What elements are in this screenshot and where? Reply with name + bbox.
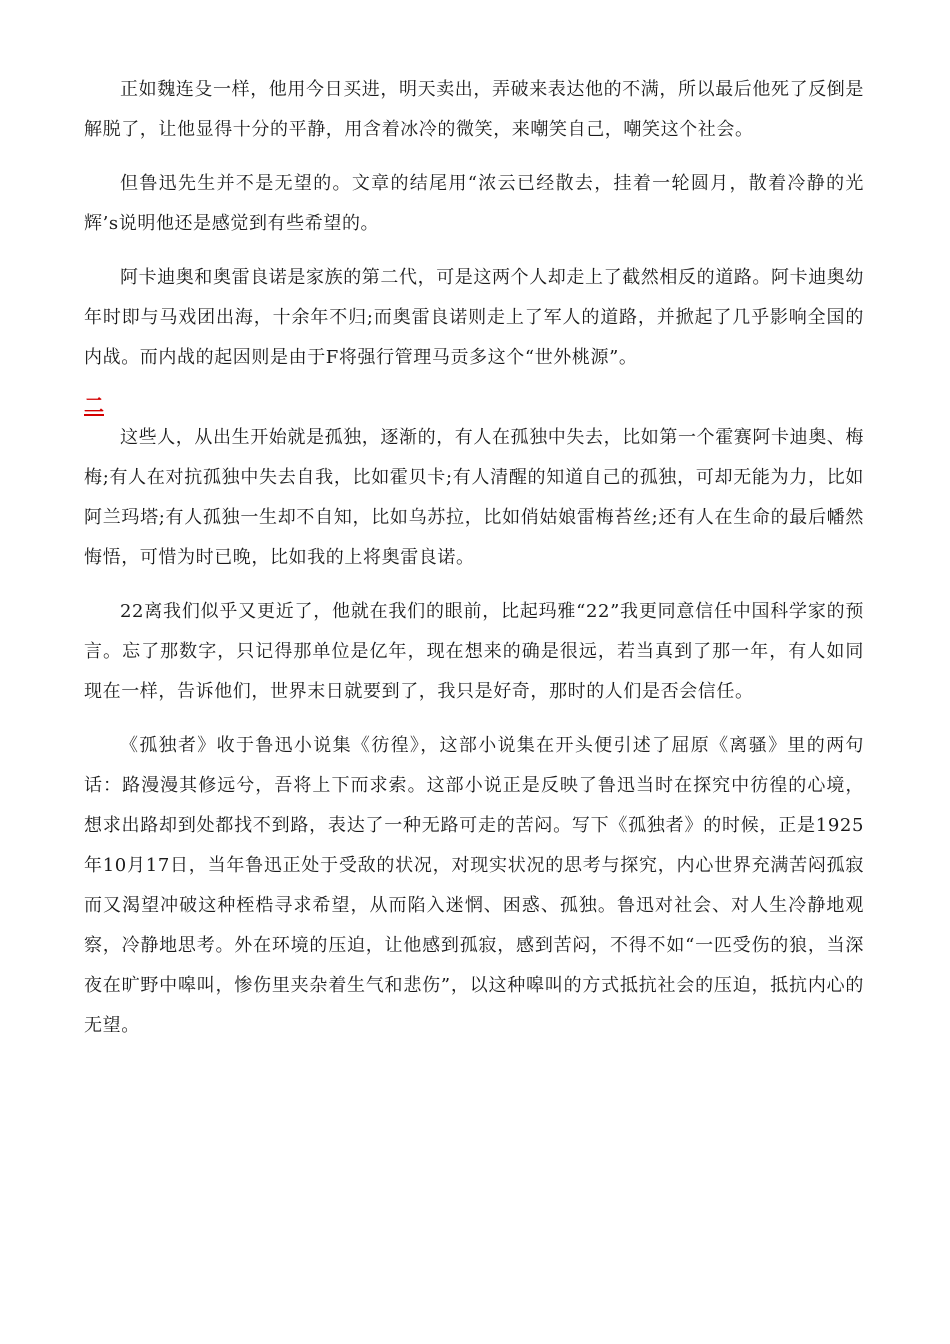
paragraph-weilianshu: 正如魏连殳一样，他用今日买进，明天卖出，弄破来表达他的不满，所以最后他死了反倒是解脱了，让他显得十分的平静，用含着冰冷的微笑，来嘲笑自己，嘲笑这个社会。 (84, 79, 864, 140)
section-heading-wrap (84, 392, 864, 418)
paragraph-22-prophecy: 22离我们似乎又更近了，他就在我们的眼前，比起玛雅“22”我更同意信任中国科学家的预言。忘了那数字，只记得那单位是亿年，现在想来的确是很远，若当真到了那一年，有人如同现在一样，告诉他们，世界末日就要到了，我只是好奇，那时的人们是否会信任。 (84, 601, 864, 702)
paragraph-lonely-one: 《孤独者》收于鲁迅小说集《彷徨》，这部小说集在开头便引述了屈原《离骚》里的两句话：路漫漫其修远兮，吾将上下而求索。这部小说正是反映了鲁迅当时在探究中彷徨的心境，想求出路却到处都找不到路，表达了一种无路可走的苦闷。写下《孤独者》的时候，正是1925年10月17日，当年鲁迅正处于受敌的状况，对现实状况的思考与探究，内心世界充满苦闷孤寂而又渴望冲破这种桎梏寻求希望，从而陷入迷惘、困惑、孤独。鲁迅对社会、对人生冷静地观察，冷静地思考。外在环境的压迫，让他感到孤寂，感到苦闷，不得不如“一匹受伤的狼，当深夜在旷野中嗥叫，惨伤里夹杂着生气和悲伤”，以这种嗥叫的方式抵抗社会的压迫，抵抗内心的无望。 (84, 735, 864, 1036)
paragraph-solitude-people: 这些人，从出生开始就是孤独，逐渐的，有人在孤独中失去，比如第一个霍赛阿卡迪奥、梅梅;有人在对抗孤独中失去自我，比如霍贝卡;有人清醒的知道自己的孤独，可却无能为力，比如阿兰玛塔;有人孤独一生却不自知，比如乌苏拉，比如俏姑娘雷梅苔丝;还有人在生命的最后幡然悔悟，可惜为时已晚，比如我的上将奥雷良诺。 (84, 427, 864, 568)
section-heading: 二 (84, 393, 104, 417)
document-page (84, 70, 864, 1060)
paragraph-luxun-hope: 但鲁迅先生并不是无望的。文章的结尾用“浓云已经散去，挂着一轮圆月，散着冷静的光辉’s说明他还是感觉到有些希望的。 (84, 173, 864, 234)
paragraph-arcadio-aureliano: 阿卡迪奥和奥雷良诺是家族的第二代，可是这两个人却走上了截然相反的道路。阿卡迪奥幼年时即与马戏团出海，十余年不归;而奥雷良诺则走上了军人的道路，并掀起了几乎影响全国的内战。而内战的起因则是由于F将强行管理马贡多这个“世外桃源”。 (84, 267, 864, 368)
